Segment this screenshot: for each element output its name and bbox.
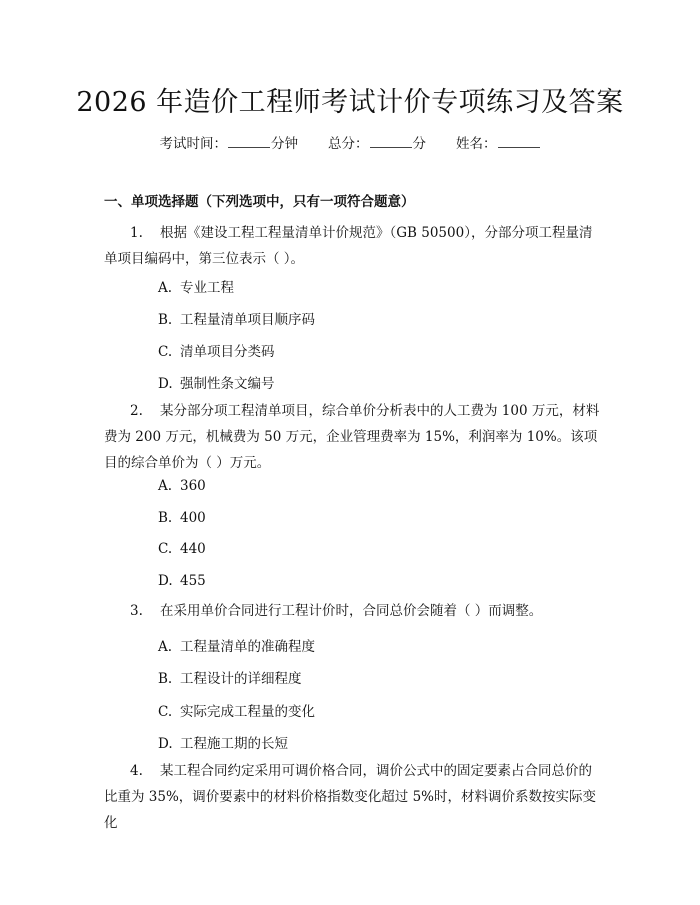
option-text: 清单项目分类码 <box>180 344 275 360</box>
page-title: 2026 年造价工程师考试计价专项练习及答案 <box>76 87 624 118</box>
question-text: 某分部分项工程清单项目，综合单价分析表中的人工费为 100 万元，材料费为 200 万元，机械费为 50 万元，企业管理费率为 15%，利润率为 10%。该项目的综合单价为（ ）万元。 <box>104 403 600 471</box>
option-letter: D. <box>158 573 173 589</box>
question-3-option-a <box>158 635 315 655</box>
question-number: 3. <box>130 603 143 619</box>
exam-time-field <box>160 132 299 152</box>
name-field <box>456 132 541 152</box>
option-letter: C. <box>158 541 173 557</box>
question-2-option-c <box>158 541 206 557</box>
option-text: 工程施工期的长短 <box>180 736 288 752</box>
name-label: 姓名： <box>456 136 497 152</box>
exam-time-label: 考试时间： <box>159 136 227 152</box>
option-letter: B. <box>158 510 173 526</box>
total-score-label: 总分： <box>328 136 369 152</box>
question-1-option-a <box>158 276 234 296</box>
exam-time-blank <box>228 134 270 148</box>
option-letter: B. <box>158 671 173 687</box>
question-1-option-b <box>158 308 315 328</box>
question-number: 2. <box>130 403 143 419</box>
question-4 <box>104 758 604 836</box>
exam-time-unit: 分钟 <box>271 136 298 152</box>
option-text: 工程设计的详细程度 <box>180 671 302 687</box>
question-number: 4. <box>130 763 143 779</box>
question-3 <box>104 598 604 624</box>
question-3-option-d <box>158 732 288 752</box>
exam-info-row <box>0 132 700 152</box>
name-blank <box>498 134 540 148</box>
question-2-option-a <box>158 478 206 494</box>
total-score-field <box>328 132 426 152</box>
option-letter: D. <box>158 376 173 392</box>
question-3-option-c <box>158 700 315 720</box>
option-letter: A. <box>158 478 173 494</box>
option-letter: A. <box>158 280 173 296</box>
question-1 <box>104 220 604 272</box>
question-text: 在采用单价合同进行工程计价时，合同总价会随着（ ）而调整。 <box>160 603 543 619</box>
section-heading: 一、单项选择题（下列选项中，只有一项符合题意） <box>104 194 415 210</box>
question-2 <box>104 398 604 476</box>
option-text: 440 <box>180 541 206 557</box>
option-letter: A. <box>158 639 173 655</box>
option-text: 实际完成工程量的变化 <box>180 704 315 720</box>
question-2-option-b <box>158 510 206 526</box>
option-text: 专业工程 <box>180 280 234 296</box>
option-letter: C. <box>158 704 173 720</box>
question-1-option-c <box>158 340 275 360</box>
total-score-unit: 分 <box>412 136 426 152</box>
question-1-option-d <box>158 372 275 392</box>
option-text: 工程量清单项目顺序码 <box>180 312 315 328</box>
question-text: 根据《建设工程工程量清单计价规范》（GB 50500），分部分项工程量清单项目编码中，第三位表示（ ）。 <box>104 225 593 267</box>
option-letter: B. <box>158 312 173 328</box>
option-text: 400 <box>180 510 206 526</box>
question-text: 某工程合同约定采用可调价格合同，调价公式中的固定要素占合同总价的比重为 35%，调价要素中的材料价格指数变化超过 5%时，材料调价系数按实际变化 <box>104 763 597 831</box>
option-text: 360 <box>180 478 206 494</box>
question-2-option-d <box>158 573 206 589</box>
option-text: 455 <box>180 573 206 589</box>
option-letter: C. <box>158 344 173 360</box>
question-number: 1. <box>130 225 143 241</box>
option-text: 强制性条文编号 <box>180 376 275 392</box>
option-text: 工程量清单的准确程度 <box>180 639 315 655</box>
option-letter: D. <box>158 736 173 752</box>
total-score-blank <box>370 134 412 148</box>
question-3-option-b <box>158 667 302 687</box>
